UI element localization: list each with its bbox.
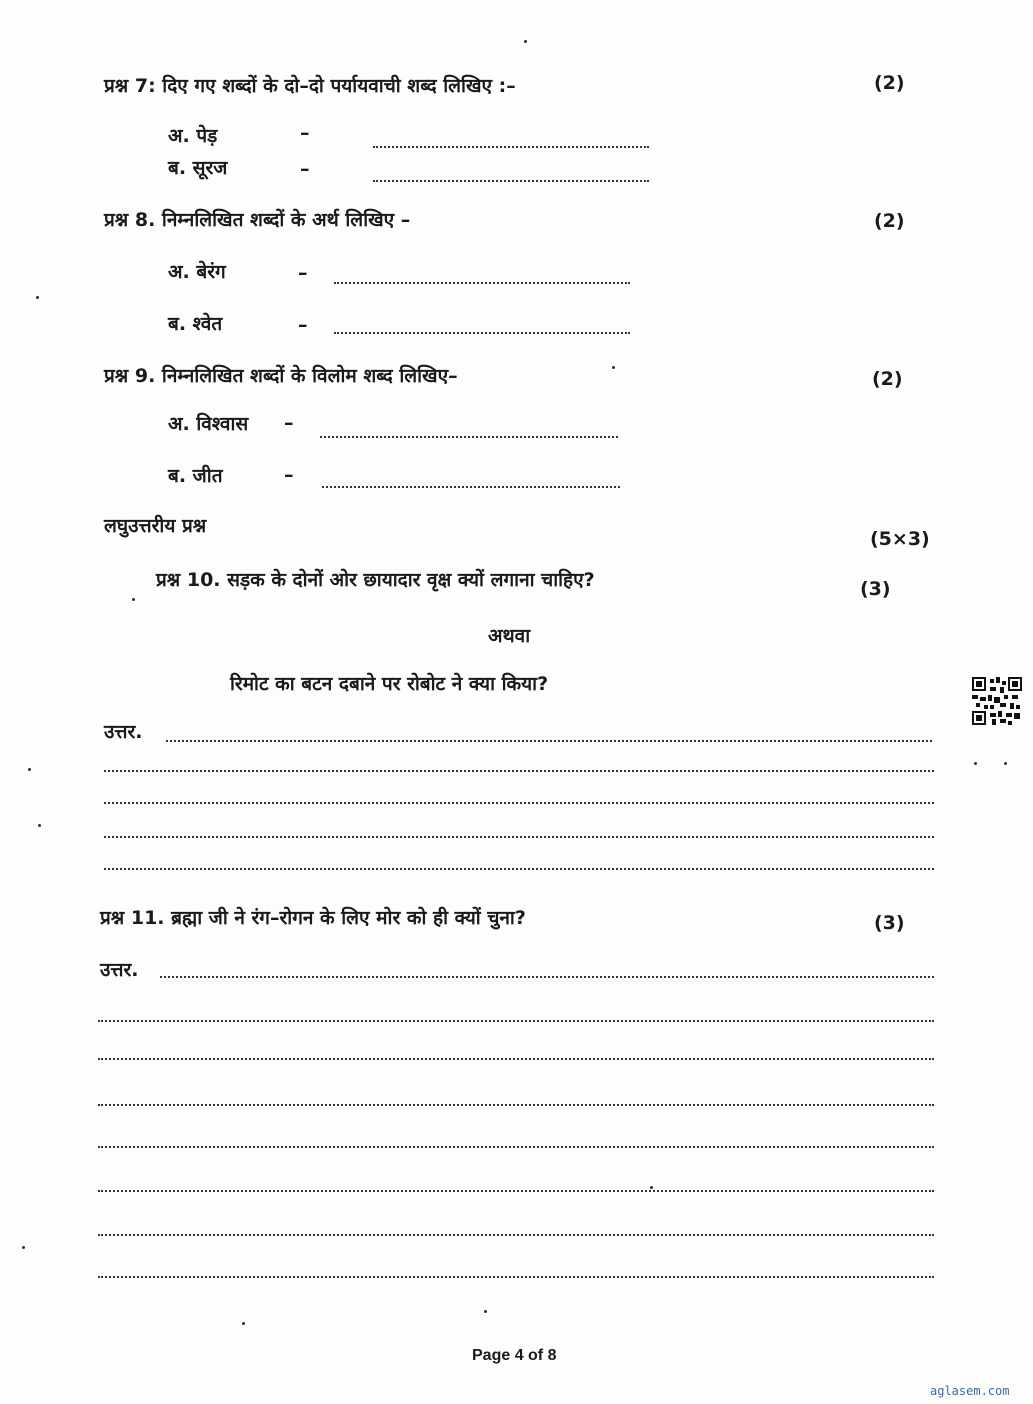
qr-code-icon	[972, 677, 1022, 725]
q9-item-b-answer-line[interactable]	[322, 486, 620, 488]
q11-answer-line[interactable]	[98, 1234, 934, 1236]
q10-text: प्रश्न 10. सड़क के दोनों ओर छायादार वृक्ष क्यों लगाना चाहिए?	[156, 569, 595, 591]
scan-speck	[650, 1186, 653, 1189]
q11-answer-line[interactable]	[98, 1058, 934, 1060]
scan-speck	[132, 598, 135, 601]
scan-speck	[484, 1310, 487, 1313]
q10-answer-line[interactable]	[104, 802, 934, 804]
q7-marks: (2)	[874, 72, 905, 94]
scan-speck	[242, 1322, 245, 1325]
q11-answer-line[interactable]	[98, 1276, 934, 1278]
watermark: aglasem.com	[930, 1384, 1010, 1398]
page-number: Page 4 of 8	[472, 1347, 557, 1364]
q10-or-label: अथवा	[488, 625, 531, 647]
q11-answer-line[interactable]	[98, 1190, 934, 1192]
q9-item-a-dash: –	[284, 412, 294, 434]
q11-marks: (3)	[874, 912, 905, 934]
scan-speck	[974, 762, 977, 765]
scan-speck	[1004, 762, 1007, 765]
q10-answer-line[interactable]	[166, 740, 932, 742]
q8-item-a-answer-line[interactable]	[334, 282, 630, 284]
scan-speck	[612, 366, 615, 369]
q11-answer-line[interactable]	[98, 1104, 934, 1106]
q8-marks: (2)	[874, 210, 905, 232]
scan-speck	[524, 40, 527, 43]
q9-text: प्रश्न 9. निम्नलिखित शब्दों के विलोम शब्द लिखिए–	[104, 365, 458, 387]
q11-answer-line[interactable]	[98, 1146, 934, 1148]
section-title: लघुउत्तरीय प्रश्न	[104, 515, 207, 537]
scan-speck	[28, 768, 31, 771]
q7-item-b-dash: –	[300, 158, 310, 180]
q8-text: प्रश्न 8. निम्नलिखित शब्दों के अर्थ लिखिए –	[104, 209, 411, 231]
q7-item-a-dash: –	[300, 122, 310, 144]
q9-item-b-dash: –	[284, 464, 294, 486]
section-marks: (5×3)	[870, 528, 930, 550]
q8-item-a-dash: –	[298, 262, 308, 284]
q8-item-a-label: अ. बेरंग	[168, 261, 226, 283]
q8-item-b-answer-line[interactable]	[334, 332, 630, 334]
q10-answer-line[interactable]	[104, 836, 934, 838]
q7-item-b-label: ब. सूरज	[168, 157, 228, 179]
q10-alt-text: रिमोट का बटन दबाने पर रोबोट ने क्या किया?	[230, 673, 549, 695]
q7-item-a-label: अ. पेड़	[168, 125, 218, 147]
q9-item-a-label: अ. विश्वास	[168, 413, 249, 435]
q8-item-b-dash: –	[298, 314, 308, 336]
scan-speck	[38, 824, 41, 827]
q8-item-b-label: ब. श्वेत	[168, 313, 223, 335]
q9-item-b-label: ब. जीत	[168, 465, 223, 487]
q10-marks: (3)	[860, 578, 891, 600]
q11-answer-line[interactable]	[98, 1020, 934, 1022]
q9-marks: (2)	[872, 368, 903, 390]
q11-answer-label: उत्तर.	[100, 959, 139, 981]
q7-item-a-answer-line[interactable]	[373, 146, 649, 148]
q11-answer-line[interactable]	[160, 976, 934, 978]
q7-text: प्रश्न 7: दिए गए शब्दों के दो–दो पर्यायवाची शब्द लिखिए :–	[104, 75, 516, 97]
q10-answer-line[interactable]	[104, 868, 934, 870]
q11-text: प्रश्न 11. ब्रह्मा जी ने रंग–रोगन के लिए मोर को ही क्यों चुना?	[100, 907, 526, 929]
scan-speck	[36, 296, 39, 299]
q10-answer-line[interactable]	[104, 770, 934, 772]
scan-speck	[22, 1246, 25, 1249]
q7-item-b-answer-line[interactable]	[373, 180, 649, 182]
q9-item-a-answer-line[interactable]	[320, 436, 618, 438]
q10-answer-label: उत्तर.	[104, 721, 143, 743]
